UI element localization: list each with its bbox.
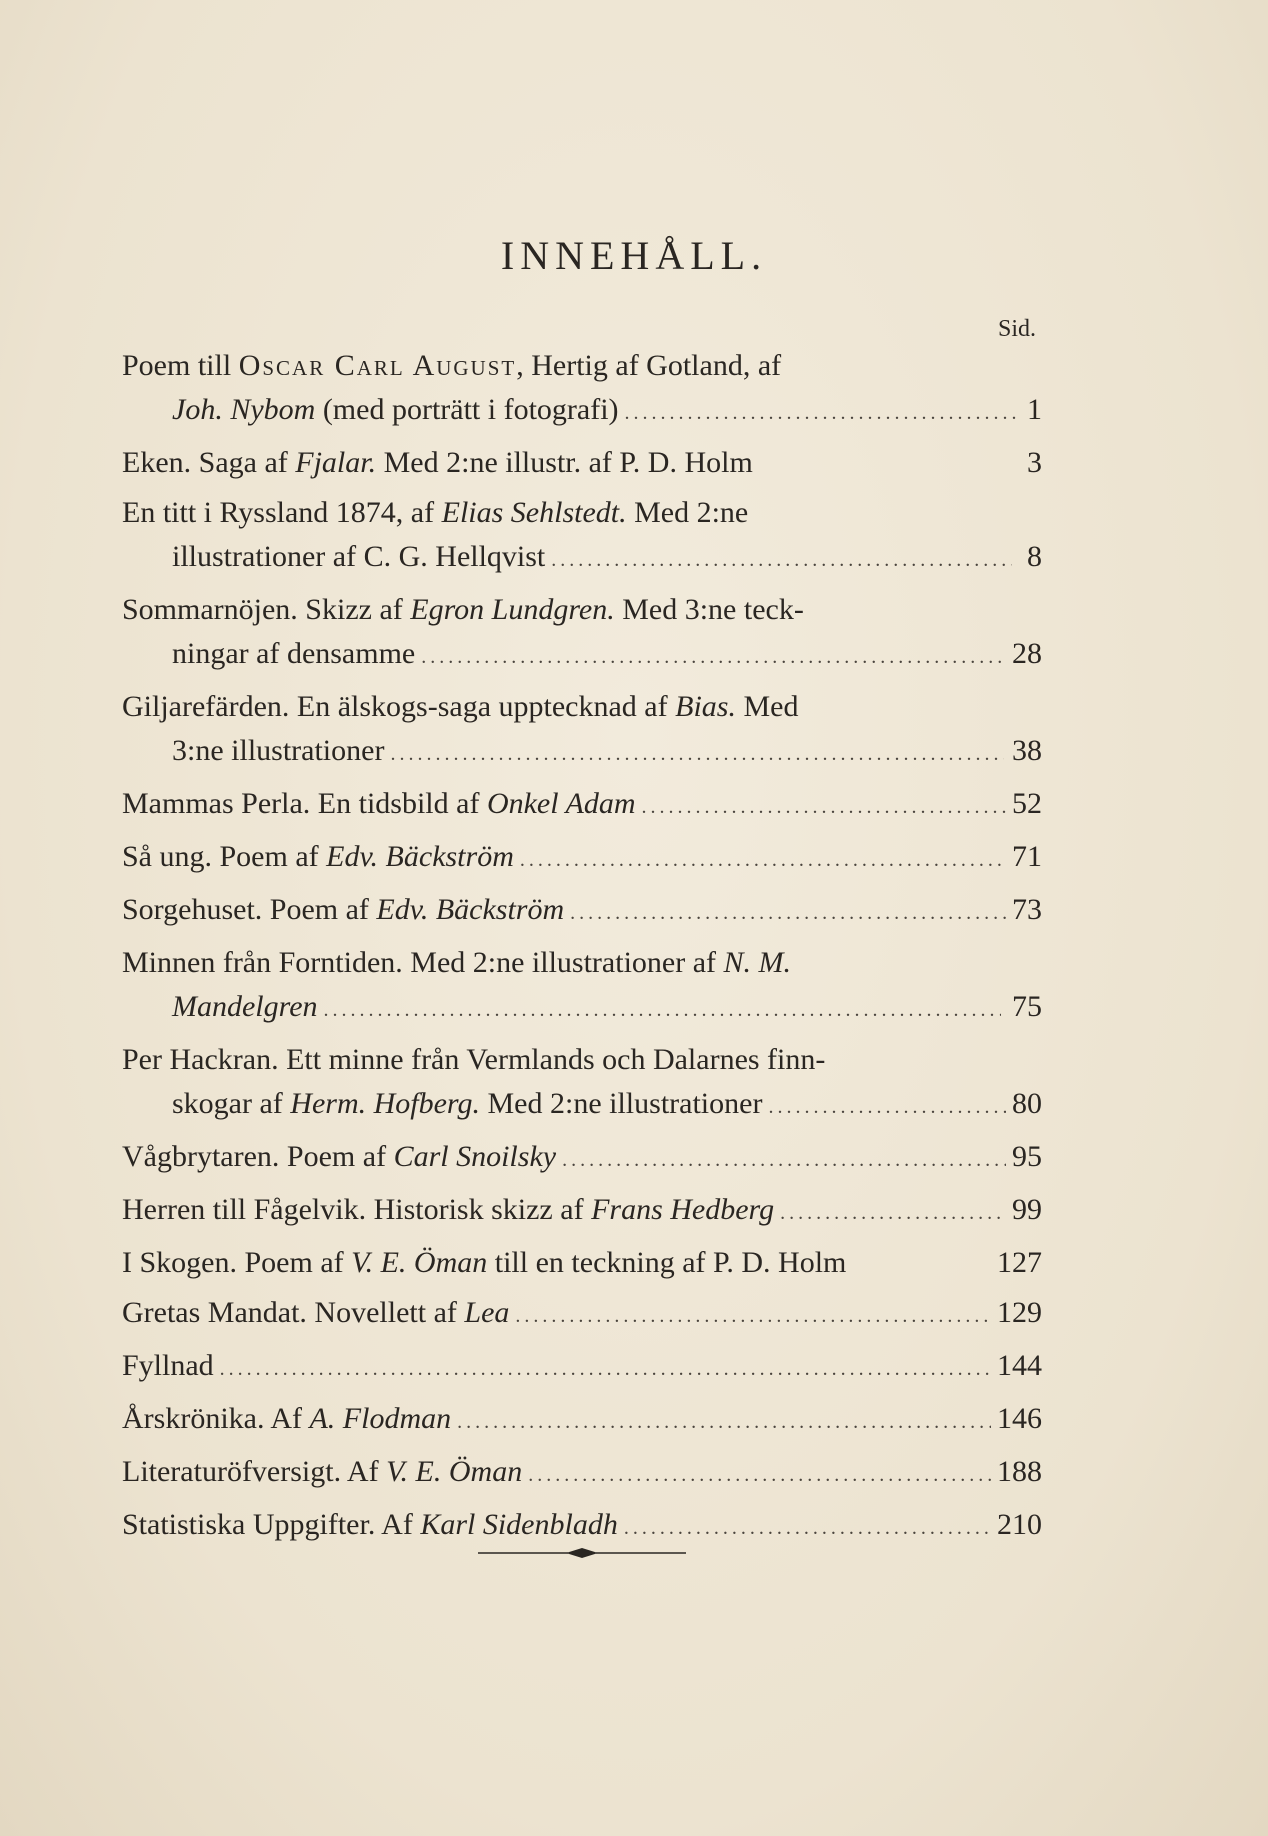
leader-dots	[562, 1138, 1006, 1182]
page-number: 99	[1012, 1193, 1042, 1226]
toc-entry: I Skogen. Poem af V. E. Öman till en teckning af P. D. Holm 127	[122, 1241, 1042, 1285]
toc-entry: Så ung. Poem af Edv. Bäckström ..... 71	[122, 835, 1042, 882]
page-number: 8	[1027, 540, 1042, 573]
leader-dots	[421, 635, 1005, 679]
leader-dots	[642, 785, 1006, 829]
page-number: 144	[997, 1349, 1042, 1382]
page-number: 80	[1012, 1087, 1042, 1120]
toc-entry: Vågbrytaren. Poem af Carl Snoilsky ..... 95	[122, 1135, 1042, 1182]
leader-dots	[390, 732, 1004, 776]
toc-entry: Per Hackran. Ett minne från Vermlands och Dalarnes finn- skogar af Herm. Hofberg. Med 2:ne illustrationer ..... 80	[122, 1038, 1042, 1129]
leader-dots	[768, 1085, 1006, 1129]
toc-entry: Sorgehuset. Poem af Edv. Bäckström ..... 73	[122, 888, 1042, 935]
page-column-label: Sid.	[998, 316, 1037, 342]
page-number: 71	[1012, 840, 1042, 873]
leader-dots	[520, 838, 1006, 882]
leader-dots	[780, 1191, 1006, 1235]
toc-entry: Giljarefärden. En älskogs-saga upptecknad af Bias. Med 3:ne illustrationer ..... 38	[122, 685, 1042, 776]
page-number: 210	[997, 1508, 1042, 1541]
page-number: 38	[1012, 734, 1042, 767]
leader-dots	[570, 891, 1006, 935]
page-title: INNEHÅLL.	[500, 233, 768, 278]
page-number: 146	[997, 1402, 1042, 1435]
table-of-contents	[122, 344, 1042, 1556]
toc-entry: Eken. Saga af Fjalar. Med 2:ne illustr. af P. D. Holm 3	[122, 441, 1042, 485]
leader-dots	[515, 1294, 991, 1338]
leader-dots	[324, 988, 1001, 1032]
page-number: 75	[1012, 990, 1042, 1023]
toc-entry: Literaturöfversigt. Af V. E. Öman ..... 188	[122, 1450, 1042, 1497]
page-number: 129	[997, 1296, 1042, 1329]
toc-entry: Poem till Oscar Carl August, Hertig af Gotland, af Joh. Nybom (med porträtt i fotografi) ..... 1	[122, 344, 1042, 435]
page-number: 127	[997, 1246, 1042, 1279]
toc-entry: Statistiska Uppgifter. Af Karl Sidenbladh ..... 210	[122, 1503, 1042, 1550]
leader-dots	[528, 1453, 991, 1497]
page-number: 28	[1012, 637, 1042, 670]
toc-entry: Herren till Fågelvik. Historisk skizz af Frans Hedberg ..... 99	[122, 1188, 1042, 1235]
leader-dots	[220, 1347, 991, 1391]
page-number: 188	[997, 1455, 1042, 1488]
toc-entry: En titt i Ryssland 1874, af Elias Sehlstedt. Med 2:ne illustrationer af C. G. Hellqvist ..... 8	[122, 491, 1042, 582]
toc-entry: Gretas Mandat. Novellett af Lea ..... 129	[122, 1291, 1042, 1338]
page-number: 73	[1012, 893, 1042, 926]
toc-entry: Årskrönika. Af A. Flodman ..... 146	[122, 1397, 1042, 1444]
divider-ornament	[478, 1546, 686, 1560]
page-number: 1	[1027, 393, 1042, 426]
leader-dots	[457, 1400, 991, 1444]
toc-entry: Mammas Perla. En tidsbild af Onkel Adam ..... 52	[122, 782, 1042, 829]
leader-dots	[551, 538, 1012, 582]
toc-entry: Minnen från Forntiden. Med 2:ne illustrationer af N. M. Mandelgren ..... 75	[122, 941, 1042, 1032]
toc-entry: Sommarnöjen. Skizz af Egron Lundgren. Med 3:ne teck- ningar af densamme ..... 28	[122, 588, 1042, 679]
leader-dots	[625, 391, 1016, 435]
page-number: 95	[1012, 1140, 1042, 1173]
page-number: 52	[1012, 787, 1042, 820]
page-number: 3	[1027, 446, 1042, 479]
toc-entry: Fyllnad ..... 144	[122, 1344, 1042, 1391]
leader-dots	[624, 1506, 991, 1550]
